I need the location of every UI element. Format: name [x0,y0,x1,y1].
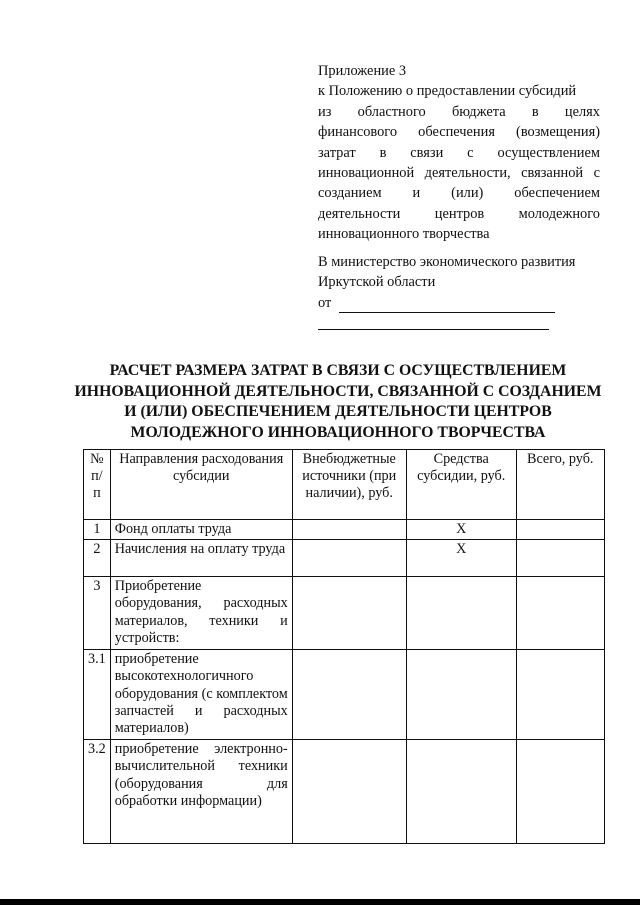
recipient-block [318,252,600,330]
appendix-line: инновационного творчества [318,226,490,243]
appendix-line: из областного бюджета в целях [318,103,600,120]
appendix-block [318,61,600,245]
row-direction: Начисления на оплату труда [110,540,292,577]
table-row [84,520,605,540]
recipient-line: В министерство экономического развития [318,254,576,270]
header-direction: Направления расходования субсидии [110,450,292,520]
appendix-line: к Положению о предоставлении субсидий [318,83,577,100]
from-line [318,293,600,313]
row-extra-budget-cell[interactable] [292,520,406,540]
scan-bottom-edge [0,899,640,905]
from-blank-field[interactable] [339,297,555,313]
document-title [70,361,606,443]
row-extra-budget-cell[interactable] [292,540,406,577]
row-extra-budget-cell[interactable] [292,577,406,650]
header-extra-budget: Внебюджетные источники (при наличии), руб. [292,450,406,520]
table-row [84,577,605,650]
cost-calculation-table [83,449,605,844]
table-row [84,540,605,577]
appendix-line: затрат в связи с осуществлением [318,144,600,161]
row-subsidy-cell: X [406,540,516,577]
title-line: ИННОВАЦИОННОЙ ДЕЯТЕЛЬНОСТИ, СВЯЗАННОЙ С СОЗДАНИЕМ [74,382,602,400]
row-subsidy-cell: X [406,520,516,540]
row-direction: Приобретение оборудования, расходных материалов, техники и устройств: [110,577,292,650]
row-extra-budget-cell[interactable] [292,650,406,740]
row-num: 1 [84,520,111,540]
row-num: 3.1 [84,650,111,740]
row-direction: приобретение электронно-вычислительной техники (оборудования для обработки информации) [110,740,292,844]
row-subsidy-cell[interactable] [406,577,516,650]
appendix-line: финансового обеспечения (возмещения) [318,124,600,141]
header-num: № п/п [84,450,111,520]
appendix-line: инновационной деятельности, связанной с [318,165,600,182]
row-num: 3 [84,577,111,650]
row-total-cell[interactable] [516,577,604,650]
row-extra-budget-cell[interactable] [292,740,406,844]
appendix-heading: Приложение 3 [318,63,407,79]
row-direction: приобретение высокотехнологичного оборудования (с комплектом запчастей и расходных материалов) [110,650,292,740]
row-total-cell[interactable] [516,740,604,844]
table-header-row [84,450,605,520]
row-total-cell[interactable] [516,520,604,540]
from-blank-field-second[interactable] [318,315,549,330]
title-line: МОЛОДЕЖНОГО ИННОВАЦИОННОГО ТВОРЧЕСТВА [130,423,546,441]
appendix-line: созданием и (или) обеспечением [318,185,600,202]
from-label: от [318,294,332,311]
header-subsidy: Средства субсидии, руб. [406,450,516,520]
row-num: 2 [84,540,111,577]
row-subsidy-cell[interactable] [406,650,516,740]
table-row [84,650,605,740]
table-row [84,740,605,844]
header-total: Всего, руб. [516,450,604,520]
recipient-line: Иркутской области [318,274,436,291]
row-direction: Фонд оплаты труда [110,520,292,540]
title-line: РАСЧЕТ РАЗМЕРА ЗАТРАТ В СВЯЗИ С ОСУЩЕСТВЛЕНИЕМ [109,362,567,379]
title-line: И (ИЛИ) ОБЕСПЕЧЕНИЕМ ДЕЯТЕЛЬНОСТИ ЦЕНТРОВ [124,403,552,420]
appendix-line: деятельности центров молодежного [318,205,600,222]
row-total-cell[interactable] [516,650,604,740]
row-total-cell[interactable] [516,540,604,577]
row-subsidy-cell[interactable] [406,740,516,844]
row-num: 3.2 [84,740,111,844]
